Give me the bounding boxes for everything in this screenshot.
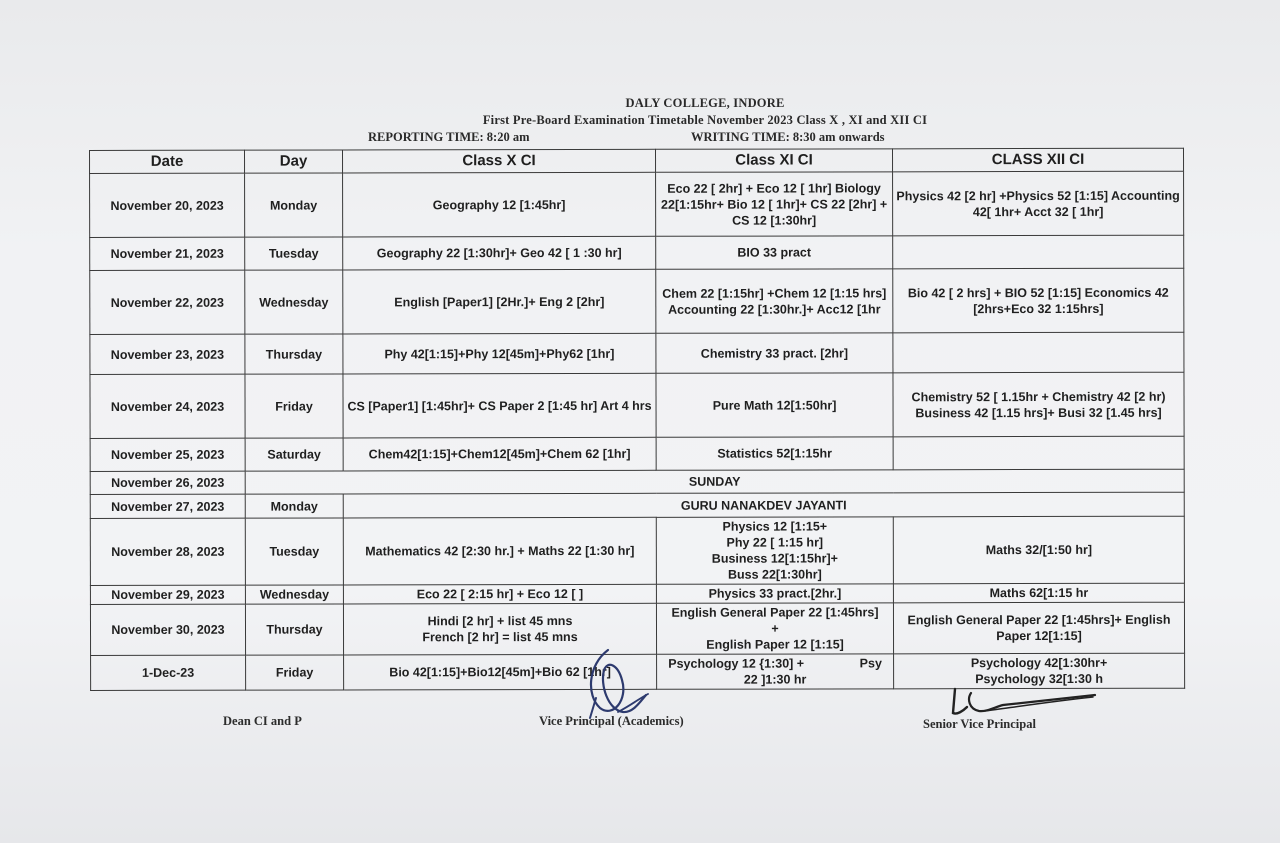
day-cell: Friday [245,374,343,438]
date-cell: November 21, 2023 [90,237,245,270]
column-header-day: Day [245,150,343,173]
day-cell: Friday [246,655,344,690]
day-cell: Monday [245,173,343,237]
date-cell: November 23, 2023 [90,334,245,374]
dean-signatory: Dean CI and P [223,714,302,728]
day-cell: Thursday [245,334,343,374]
day-cell: Saturday [245,438,343,471]
class-xi-cell: Eco 22 [ 2hr] + Eco 12 [ 1hr] Biology 22[1:15hr+ Bio 12 [ 1hr]+ CS 22 [2hr] + CS 12 [1:30hr] [656,172,893,236]
table-row [90,171,1184,237]
date-cell: November 25, 2023 [90,438,245,471]
class-xi-cell: Physics 33 pract.[2hr.] [656,584,893,603]
table-row [90,516,1184,585]
table-row [90,469,1184,494]
class-x-cell: Phy 42[1:15]+Phy 12[45m]+Phy62 [1hr] [343,333,656,374]
cell-line: Physics 12 [1:15+ [722,519,828,534]
class-xii-cell [893,235,1184,269]
column-header-class-x: Class X CI [343,149,656,173]
cell-line: French [2 hr] = list 45 mns [422,629,578,645]
day-cell: Tuesday [245,237,343,270]
cell-line: Psychology 12 {1:30] + Psy [668,656,882,671]
date-cell: November 26, 2023 [90,471,245,494]
exam-timetable [89,148,1185,691]
date-cell: 1-Dec-23 [91,655,246,690]
day-cell: Wednesday [245,585,343,604]
cell-line: Buss 22[1:30hr] [727,567,822,582]
cell-line: Business 12[1:15hr]+ [711,551,838,566]
date-cell: November 30, 2023 [90,604,245,655]
cell-line: Psychology 32[1:30 h [975,671,1104,687]
column-header-class-xii: CLASS XII CI [892,148,1183,172]
class-xii-cell: Physics 42 [2 hr] +Physics 52 [1:15] Accounting 42[ 1hr+ Acct 32 [ 1hr] [893,171,1184,236]
class-x-cell: Mathematics 42 [2:30 hr.] + Maths 22 [1:30 hr] [343,517,656,585]
cell-line: English General Paper 22 [1:45hrs] [671,605,879,620]
class-x-cell: English [Paper1] [2Hr.]+ Eng 2 [2hr] [343,269,656,334]
senior-vice-principal-signature [945,685,1105,720]
class-xi-cell [656,603,893,654]
class-x-cell: Chem42[1:15]+Chem12[45m]+Chem 62 [1hr] [343,437,656,471]
vice-principal-signatory: Vice Principal (Academics) [539,714,684,728]
table-row [90,492,1184,518]
column-header-class-xi: Class XI CI [655,149,892,172]
class-x-cell: Geography 22 [1:30hr]+ Geo 42 [ 1 :30 hr] [343,236,656,270]
class-x-cell: CS [Paper1] [1:45hr]+ CS Paper 2 [1:45 hr] Art 4 hrs [343,373,656,438]
holiday-cell: GURU NANAKDEV JAYANTI [343,492,1184,518]
table-row [90,332,1184,374]
class-xii-cell [893,436,1184,470]
class-x-cell: Bio 42[1:15]+Bio12[45m]+Bio 62 [1hr] [344,654,657,690]
class-xii-cell: English General Paper 22 [1:45hrs]+ English Paper 12[1:15] [893,602,1184,654]
class-xi-cell: Statistics 52[1:15hr [656,437,893,470]
holiday-cell: SUNDAY [245,469,1184,494]
class-xii-cell [894,653,1185,689]
class-xii-cell [893,332,1184,373]
class-xi-cell [657,654,894,689]
date-cell: November 27, 2023 [90,494,245,518]
table-row [90,235,1184,270]
cell-line: English Paper 12 [1:15] [706,637,844,652]
class-xi-cell [656,517,893,584]
table-row [90,436,1184,471]
day-cell: Thursday [245,604,343,655]
cell-line: 22 ]1:30 hr [743,672,807,687]
class-xi-cell: Chemistry 33 pract. [2hr] [656,333,893,373]
class-x-cell: Eco 22 [ 2:15 hr] + Eco 12 [ ] [343,584,656,604]
date-cell: November 20, 2023 [90,173,245,237]
day-cell: Monday [245,494,343,518]
class-xii-cell: Maths 32/[1:50 hr] [893,516,1184,584]
class-xi-cell: Chem 22 [1:15hr] +Chem 12 [1:15 hrs] Accounting 22 [1:30hr.]+ Acc12 [1hr [656,269,893,333]
table-row [90,583,1184,604]
cell-line: Phy 22 [ 1:15 hr] [726,535,824,550]
senior-vice-principal-signatory: Senior Vice Principal [923,717,1036,731]
class-x-cell: Geography 12 [1:45hr] [343,172,656,237]
vice-principal-signature [578,640,668,725]
cell-line: Hindi [2 hr] + list 45 mns [427,613,573,629]
cell-line: + [771,621,779,636]
table-row [90,372,1184,438]
class-xii-cell: Maths 62[1:15 hr [893,583,1184,603]
date-cell: November 28, 2023 [90,518,245,585]
table-row [90,268,1184,334]
school-name: DALY COLLEGE, INDORE [625,96,785,110]
class-xi-cell: BIO 33 pract [656,236,893,269]
day-cell: Wednesday [245,270,343,334]
date-cell: November 22, 2023 [90,270,245,334]
class-xii-cell: Bio 42 [ 2 hrs] + BIO 52 [1:15] Economics 42 [2hrs+Eco 32 1:15hrs] [893,268,1184,333]
day-cell: Tuesday [245,518,343,585]
reporting-time: REPORTING TIME: 8:20 am [368,130,530,144]
class-xii-cell: Chemistry 52 [ 1.15hr + Chemistry 42 [2 hr) Business 42 [1.15 hrs]+ Busi 32 [1.45 hrs] [893,372,1184,437]
writing-time: WRITING TIME: 8:30 am onwards [691,130,885,144]
cell-line: Psychology 42[1:30hr+ [970,655,1108,671]
column-header-date: Date [90,150,245,173]
table-header-row [90,148,1184,173]
date-cell: November 24, 2023 [90,374,245,438]
date-cell: November 29, 2023 [90,585,245,604]
class-xi-cell: Pure Math 12[1:50hr] [656,373,893,437]
document-title: First Pre-Board Examination Timetable November 2023 Class X , XI and XII CI [482,113,928,127]
